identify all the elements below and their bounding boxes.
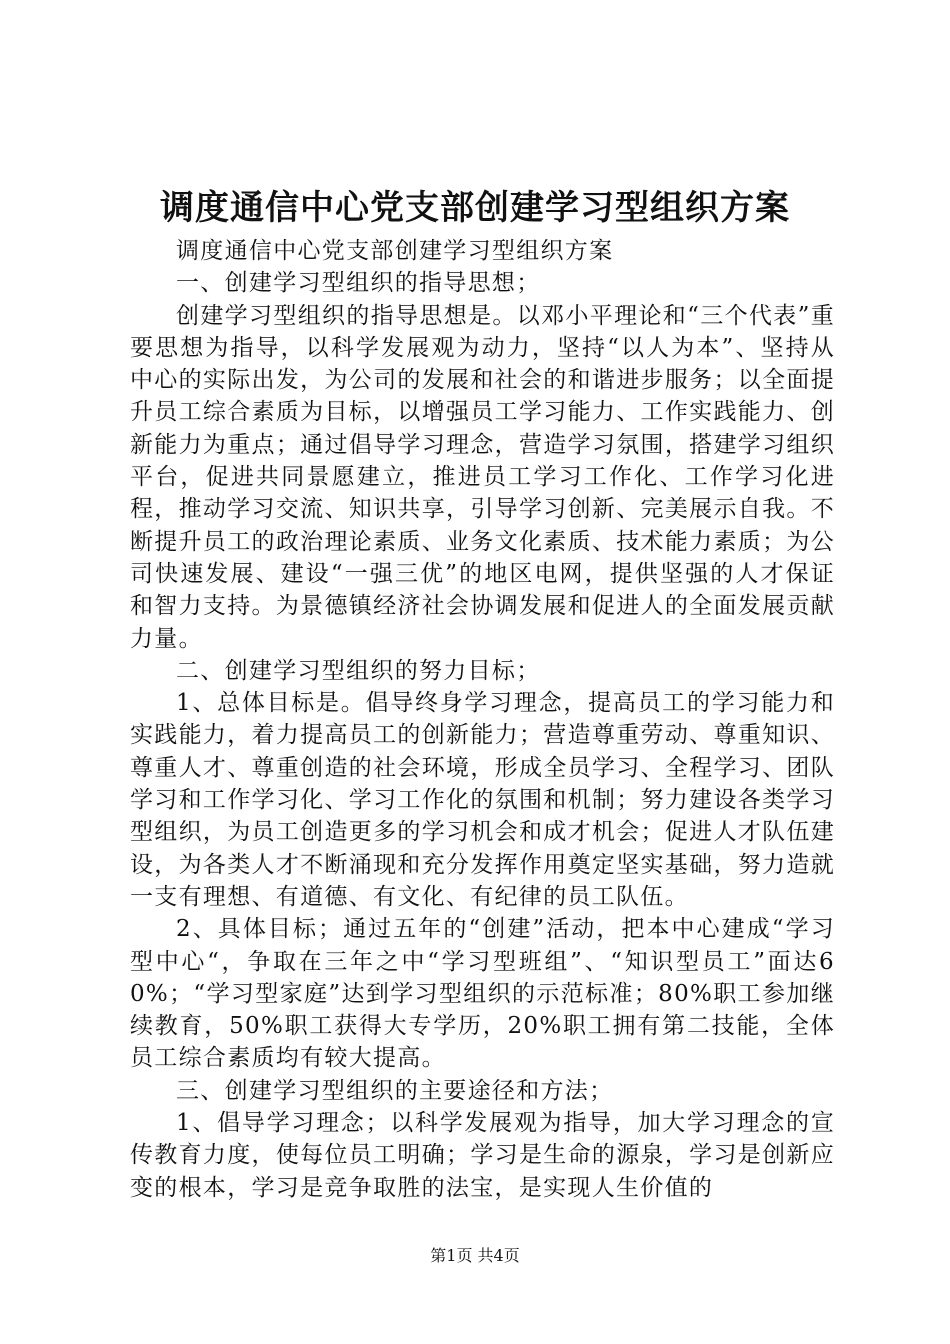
paragraph-subtitle: 调度通信中心党支部创建学习型组织方案 bbox=[176, 238, 614, 264]
document-body bbox=[130, 235, 835, 1204]
paragraph-specific-goal: 2、具体目标；通过五年的“创建”活动，把本中心建成“学习型中心“，争取在三年之中“学习型班组”、“知识型员工”面达60%；“学习型家庭”达到学习型组织的示范标准；80%职工参加继续教育，50%职工获得大专学历，20%职工拥有第二技能，全体员工综合素质均有较大提高。 bbox=[130, 916, 835, 1072]
paragraph-learning-concept: 1、倡导学习理念；以科学发展观为指导，加大学习理念的宣传教育力度，使每位员工明确；学习是生命的源泉，学习是创新应变的根本，学习是竞争取胜的法宝，是实现人生价值的 bbox=[130, 1110, 835, 1201]
page-footer: 第1页 共4页 bbox=[430, 1246, 520, 1265]
paragraph-heading-3: 三、创建学习型组织的主要途径和方法； bbox=[176, 1077, 614, 1104]
paragraph-overall-goal: 1、总体目标是。倡导终身学习理念，提高员工的学习能力和实践能力，着力提高员工的创新能力；营造尊重劳动、尊重知识、尊重人才、尊重创造的社会环境，形成全员学习、全程学习、团队学习和工作学习化、学习工作化的氛围和机制；努力建设各类学习型组织，为员工创造更多的学习机会和成才机会；促进人才队伍建设，为各类人才不断涌现和充分发挥作用奠定坚实基础，努力造就一支有理想、有道德、有文化、有纪律的员工队伍。 bbox=[130, 690, 835, 910]
paragraph-guiding-thought: 创建学习型组织的指导思想是。以邓小平理论和“三个代表”重要思想为指导，以科学发展观为动力，坚持“以人为本”、坚持从中心的实际出发，为公司的发展和社会的和谐进步服务；以全面提升员工综合素质为目标，以增强员工学习能力、工作实践能力、创新能力为重点；通过倡导学习理念，营造学习氛围，搭建学习组织平台，促进共同景愿建立，推进员工学习工作化、工作学习化进程，推动学习交流、知识共享，引导学习创新、完美展示自我。不断提升员工的政治理论素质、业务文化素质、技术能力素质；为公司快速发展、建设“一强三优”的地区电网，提供坚强的人才保证和智力支持。为景德镇经济社会协调发展和促进人的全面发展贡献力量。 bbox=[130, 302, 835, 652]
paragraph-heading-1: 一、创建学习型组织的指导思想； bbox=[176, 270, 541, 297]
document-title: 调度通信中心党支部创建学习型组织方案 bbox=[160, 188, 790, 228]
paragraph-heading-2: 二、创建学习型组织的努力目标； bbox=[176, 657, 541, 684]
